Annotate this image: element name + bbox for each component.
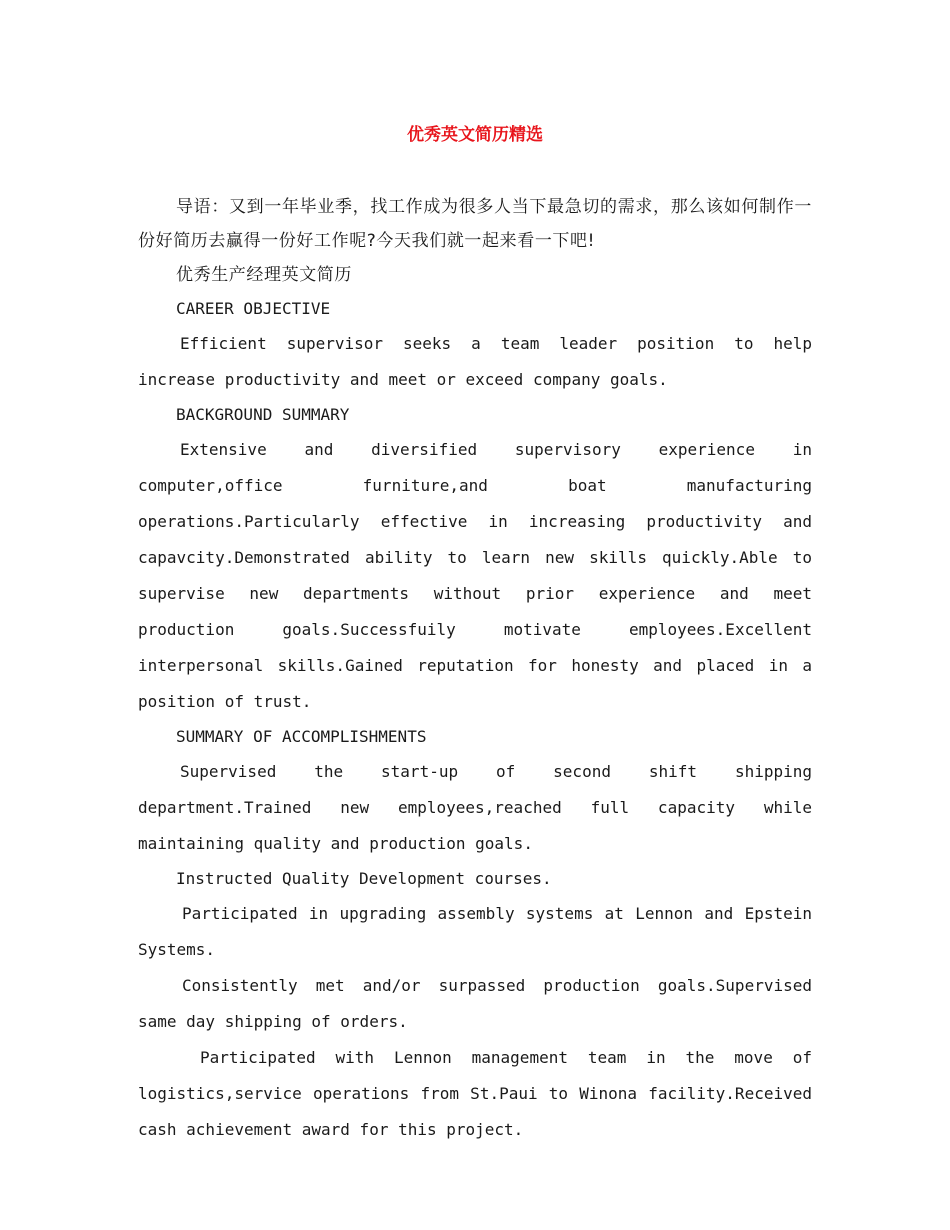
accomplishment-item: Participated in upgrading assembly systems at Lennon and Epstein Systems.: [138, 904, 812, 959]
background-summary-heading: BACKGROUND SUMMARY: [176, 405, 350, 424]
accomplishments-heading: SUMMARY OF ACCOMPLISHMENTS: [176, 727, 427, 746]
document-title: 优秀英文简历精选: [407, 125, 543, 145]
accomplishment-item: Instructed Quality Development courses.: [176, 869, 552, 888]
intro-paragraph: 导语：又到一年毕业季，找工作成为很多人当下最急切的需求，那么该如何制作一份好简历去赢得一份好工作呢?今天我们就一起来看一下吧!: [138, 197, 812, 251]
resume-subtitle: 优秀生产经理英文简历: [176, 265, 352, 285]
career-objective-text: Efficient supervisor seeks a team leader position to help increase productivity and meet or exceed company goals.: [138, 334, 812, 389]
accomplishment-item: Participated with Lennon management team in the move of logistics,service operations from St.Paui to Winona facility.Received cash achievement award for this project.: [138, 1048, 812, 1139]
accomplishment-item: Consistently met and/or surpassed production goals.Supervised same day shipping of orders.: [138, 976, 812, 1031]
background-summary-text: Extensive and diversified supervisory experience in computer,office furniture,and boat manufacturing operations.Particularly effective in increasing productivity and capavcity.Demonstrated ability to learn new skills quickly.Able to supervise new departments without prior experience and meet production goals.Successfuily motivate employees.Excellent interpersonal skills.Gained reputation for honesty and placed in a position of trust.: [138, 440, 812, 711]
document-body: [138, 190, 812, 1148]
career-objective-heading: CAREER OBJECTIVE: [176, 299, 331, 318]
accomplishment-item: Supervised the start-up of second shift shipping department.Trained new employees,reached full capacity while maintaining quality and production goals.: [138, 762, 812, 853]
